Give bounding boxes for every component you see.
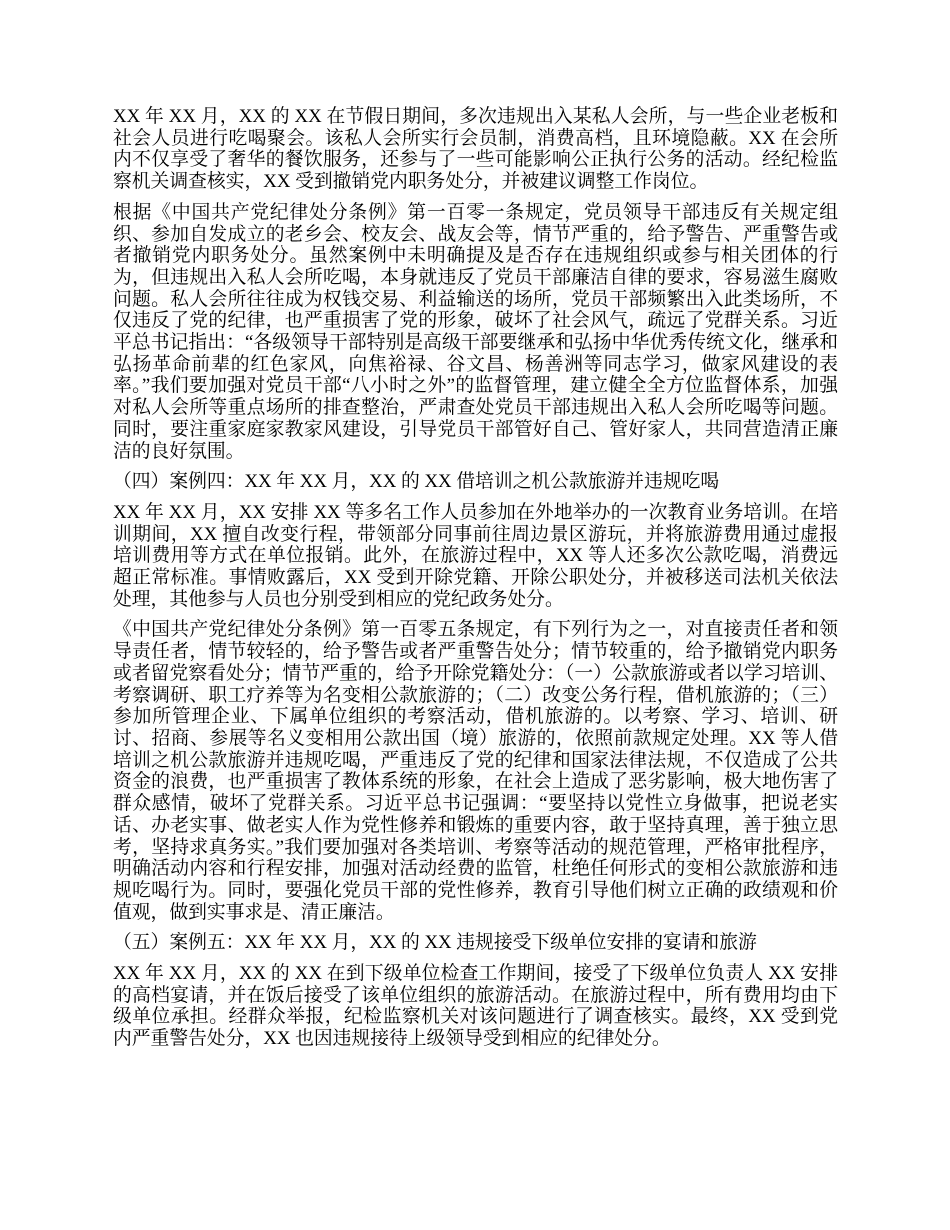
paragraph-case5-facts: XX 年 XX 月，XX 的 XX 在到下级单位检查工作期间，接受了下级单位负责人 XX 安排的高档宴请，并在饭后接受了该单位组织的旅游活动。在旅游过程中，所有费用均由下级单位承担。经群众举报，纪检监察机关对该问题进行了调查核实。最终，XX 受到党内严重警告处分，XX 也因违规接待上级领导受到相应的纪律处分。 bbox=[113, 963, 838, 1050]
paragraph-case3-analysis: 根据《中国共产党纪律处分条例》第一百零一条规定，党员领导干部违反有关规定组织、参加自发成立的老乡会、校友会、战友会等，情节严重的，给予警告、严重警告或者撤销党内职务处分。虽然案例中未明确提及是否存在违规组织或参与相关团体的行为，但违规出入私人会所吃喝，本身就违反了党员干部廉洁自律的要求，容易滋生腐败问题。私人会所往往成为权钱交易、利益输送的场所，党员干部频繁出入此类场所，不仅违反了党的纪律，也严重损害了党的形象，破坏了社会风气，疏远了党群关系。习近平总书记指出：“各级领导干部特别是高级干部要继承和弘扬中华优秀传统文化，继承和弘扬革命前辈的红色家风，向焦裕禄、谷文昌、杨善洲等同志学习，做家风建设的表率。”我们要加强对党员干部“八小时之外”的监督管理，建立健全全方位监督体系，加强对私人会所等重点场所的排查整治，严肃查处党员干部违规出入私人会所吃喝等问题。同时，要注重家庭家教家风建设，引导党员干部管好自己、管好家人，共同营造清正廉洁的良好氛围。 bbox=[113, 201, 838, 462]
paragraph-case4-facts: XX 年 XX 月，XX 安排 XX 等多名工作人员参加在外地举办的一次教育业务培训。在培训期间，XX 擅自改变行程，带领部分同事前往周边景区游玩，并将旅游费用通过虚报培训费用等方式在单位报销。此外，在旅游过程中，XX 等人还多次公款吃喝，消费远超正常标准。事情败露后，XX 受到开除党籍、开除公职处分，并被移送司法机关依法处理，其他参与人员也分别受到相应的党纪政务处分。 bbox=[113, 501, 838, 610]
heading-case5: （五）案例五：XX 年 XX 月，XX 的 XX 违规接受下级单位安排的宴请和旅游 bbox=[113, 932, 757, 954]
heading-case4: （四）案例四：XX 年 XX 月，XX 的 XX 借培训之机公款旅游并违规吃喝 bbox=[113, 471, 720, 493]
paragraph-case3-facts: XX 年 XX 月，XX 的 XX 在节假日期间，多次违规出入某私人会所，与一些企业老板和社会人员进行吃喝聚会。该私人会所实行会员制，消费高档，且环境隐蔽。XX 在会所内不仅享受了奢华的餐饮服务，还参与了一些可能影响公正执行公务的活动。经纪检监察机关调查核实，XX 受到撤销党内职务处分，并被建议调整工作岗位。 bbox=[113, 106, 838, 193]
paragraph-case4-analysis: 《中国共产党纪律处分条例》第一百零五条规定，有下列行为之一，对直接责任者和领导责任者，情节较轻的，给予警告或者严重警告处分；情节较重的，给予撤销党内职务或者留党察看处分；情节严重的，给予开除党籍处分：（一）公款旅游或者以学习培训、考察调研、职工疗养等为名变相公款旅游的；（二）改变公务行程，借机旅游的；（三）参加所管理企业、下属单位组织的考察活动，借机旅游的。以考察、学习、培训、研讨、招商、参展等名义变相用公款出国（境）旅游的，依照前款规定处理。XX 等人借培训之机公款旅游并违规吃喝，严重违反了党的纪律和国家法律法规，不仅造成了公共资金的浪费，也严重损害了教体系统的形象，在社会上造成了恶劣影响，极大地伤害了群众感情，破坏了党群关系。习近平总书记强调：“要坚持以党性立身做事，把说老实话、办老实事、做老实人作为党性修养和锻炼的重要内容，敢于坚持真理，善于独立思考，坚持求真务实。”我们要加强对各类培训、考察等活动的规范管理，严格审批程序，明确活动内容和行程安排，加强对活动经费的监管，杜绝任何形式的变相公款旅游和违规吃喝行为。同时，要强化党员干部的党性修养，教育引导他们树立正确的政绩观和价值观，做到实事求是、清正廉洁。 bbox=[113, 619, 838, 923]
